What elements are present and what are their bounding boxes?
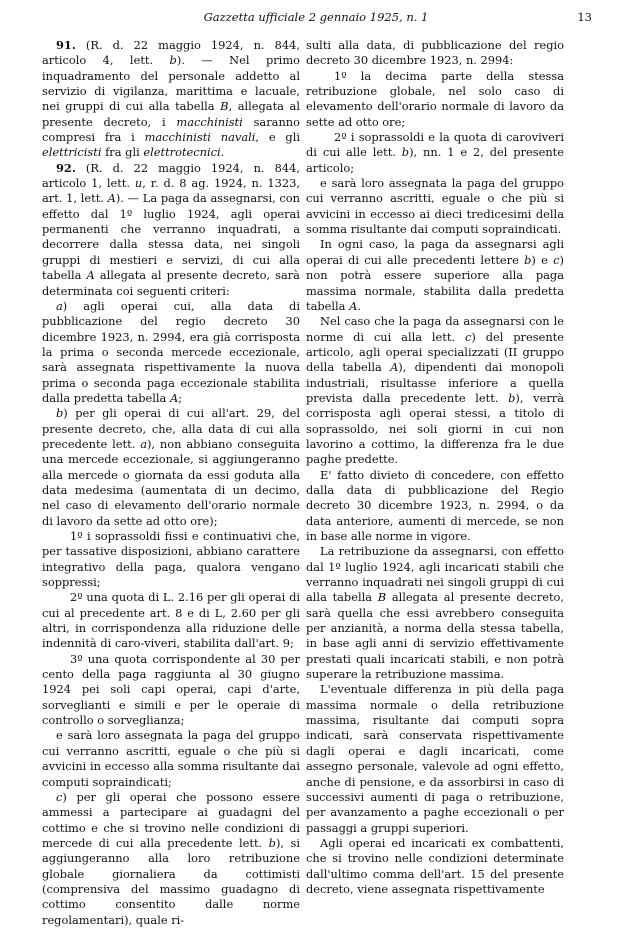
paragraph <box>306 468 564 545</box>
text-run: ) per gli operai di cui all'art. 29, del presente decreto, che, alla data di cui alla precedente lett. <box>42 406 300 451</box>
text-run: 2º una quota di L. 2.16 per gli operai di cui al precedente art. 8 e di L, 2.60 per gli altri, in corrispondenza alla riduzione delle indennità di caro-viveri, stabilita dall'art. 9; <box>42 590 300 651</box>
text-run: ) agli operai cui, alla data di pubblicazione del regio decreto 30 dicembre 1923, n. 2994, era già corrisposta la prima o seconda mercede eccezionale, sarà assegnata rispettivamente la nuova prima o seconda paga eccezionale stabilita dalla predetta tabella <box>42 298 300 405</box>
text-run: ), nn. 1 e 2, del presente articolo; <box>306 145 564 175</box>
text-run: ) per gli operai che possono essere ammessi a partecipare ai guadagni del cottimo e che si trovino nelle condizioni di mercede di cui alla precedente lett. <box>42 789 300 850</box>
text-run: La retribuzione da assegnarsi, con effetto dal 1º luglio 1924, agli incaricati stabili che verranno inquadrati nei singoli gruppi di cui alla tabella <box>306 544 564 605</box>
text-run: ), non abbiano conseguita una mercede eccezionale, si aggiungeranno alla mercede o giornata da essi goduta alla data medesima (aumentata di un decimo, nel caso di elevamento dell'orario normale di lavoro da sette ad otto ore); <box>42 436 300 528</box>
paragraph <box>306 69 564 130</box>
gazette-title: Gazzetta ufficiale 2 gennaio 1925, n. 1 <box>203 10 429 24</box>
italic-text: b <box>508 390 516 405</box>
left-column <box>42 38 300 928</box>
text-run: fra gli <box>101 145 144 160</box>
italic-text: A <box>169 390 179 405</box>
text-run: , e gli <box>255 130 301 145</box>
text-run: allegata al presente decreto, sarà determinata coi seguenti criteri: <box>42 268 300 298</box>
italic-text: c <box>464 329 472 344</box>
text-run: 2º i soprassoldi e la quota di caroviveri di cui alle lett. <box>306 130 564 160</box>
text-run: 3º una quota corrispondente al 30 per cento della paga raggiunta al 30 giugno 1924 pei soli capi operai, capi d'arte, sorveglianti e simili e per le operaie di controllo o sorveglianza; <box>42 651 300 728</box>
text-run: saranno compresi fra i <box>42 114 300 145</box>
paragraph <box>42 406 300 529</box>
paragraph <box>42 652 300 729</box>
text-run: Nel caso che la paga da assegnarsi con le norme di cui alla lett. <box>306 314 564 344</box>
text-run: ), dipendenti dai monopoli industriali, risultasse inferiore a quella prevista dalla precedente lett. <box>306 360 564 405</box>
italic-text: a <box>56 298 63 313</box>
paragraph <box>306 237 564 314</box>
text-run: , allegata al presente decreto, i <box>42 99 300 129</box>
text-run: allegata al presente decreto, sarà quella che essi avrebbero conseguita per anzianità, a norma della stessa tabella, in base agli anni di servizio effettivamente prestati quali incaricati stabili, e non potrà superare la retribuzione massima. <box>306 590 564 682</box>
paragraph <box>306 176 564 237</box>
paragraph <box>306 314 564 467</box>
paragraph <box>42 728 300 789</box>
right-column <box>306 38 564 897</box>
paragraph <box>42 38 300 161</box>
italic-text: b <box>401 145 410 160</box>
text-run: ). — La paga da assegnarsi, con effetto dal 1º luglio 1924, agli operai permanenti che verranno inquadrati, a decorrere dalla stessa data, nei singoli gruppi di mestieri e servizi, di cui alla tabella <box>42 191 300 283</box>
text-run: , r. d. 8 ag. 1924, n. 1323, art. 1, lett. <box>42 176 300 206</box>
article-number: 91. <box>56 38 76 52</box>
italic-text: A <box>107 191 116 206</box>
page-header <box>40 8 592 26</box>
paragraph <box>42 529 300 590</box>
text-run: ) del presente articolo, agli operai specializzati (II gruppo della tabella <box>306 329 564 375</box>
text-run: ) non potrà essere superiore alla paga massima normale, stabilita dalla predetta tabella <box>306 252 564 313</box>
italic-text: macchinisti navali <box>144 130 256 145</box>
paragraph <box>42 790 300 928</box>
italic-text: b <box>56 406 64 421</box>
text-run: (R. d. 22 maggio 1924, n. 844, articolo 4, lett. <box>42 38 300 68</box>
text-run: ). — Nel primo inquadramento del personale addetto al servizio di vigilanza, marittima e lacuale, nei gruppi di cui alla tabella <box>42 53 300 114</box>
paragraph <box>306 544 564 682</box>
text-run: Agli operai ed incaricati ex combattenti, che si trovino nelle condizioni determinate dall'ultimo comma dell'art. 15 del presente decreto, viene assegnata rispettivamente <box>306 835 564 896</box>
italic-text: macchinisti <box>176 114 243 129</box>
italic-text: A <box>86 268 95 283</box>
paragraph <box>306 682 564 835</box>
paragraph <box>42 299 300 406</box>
paragraph <box>42 590 300 651</box>
text-run: L'eventuale differenza in più della paga massima normale o della retribuzione massima, risultante dai computi sopra indicati, sarà conservata rispettivamente dagli operai e dagli incaricati, come assegno personale, valevole ad ogni effetto, anche di pensione, e da assorbirsi in caso di successivi aumenti di paga o retribuzione, per avanzamento a paghe eccezionali o per passaggi a gruppi superiori. <box>306 682 564 835</box>
text-run: E' fatto divieto di concedere, con effetto dalla data di pubblicazione del Regio decreto 30 dicembre 1923, n. 2994, o da data anteriore, aumenti di mercede, se non in base alle norme in vigore. <box>306 467 564 543</box>
text-run: ) e <box>531 252 554 267</box>
text-run: ), verrà corrisposta agli operai stessi, a titolo di soprassoldo, nei soli giorni in cui non lavorino a cottimo, la differenza fra le due paghe predette. <box>306 390 565 467</box>
italic-text: elettricisti <box>42 145 102 160</box>
italic-text: b <box>169 53 177 68</box>
text-run: (R. d. 22 maggio 1924, n. 844, articolo 1, lett. <box>42 160 300 191</box>
text-run: ; <box>178 390 183 405</box>
italic-text: c <box>56 789 63 804</box>
text-run: 1º i soprassoldi fissi e continuativi che, per tassative disposizioni, abbiano carattere integrativo della paga, qualora vengano soppressi; <box>42 529 300 590</box>
italic-text: u <box>134 176 143 191</box>
text-run: e sarà loro assegnata la paga del gruppo cui verranno ascritti, eguale o che più si avvicini in eccesso ai dieci tredicesimi della somma risultante dai computi sopraindicati. <box>306 176 564 237</box>
italic-text: B <box>377 590 387 605</box>
paragraph <box>42 161 300 299</box>
italic-text: B <box>220 99 229 114</box>
text-run: ), si aggiungeranno alla loro retribuzione globale giornaliera da cottimisti (comprensiva del massimo guadagno di cottimo consentito dalle norme regolamentari), quale ri- <box>42 835 300 927</box>
italic-text: b <box>268 835 276 850</box>
text-run: 1º la decima parte della stessa retribuzione globale, nel solo caso di elevamento dell'orario normale di lavoro da sette ad otto ore; <box>306 68 564 129</box>
text-run: sulti alla data, di pubblicazione del regio decreto 30 dicembre 1923, n. 2994: <box>306 38 564 68</box>
italic-text: b <box>524 252 532 267</box>
italic-text: a <box>140 436 147 451</box>
text-run: . <box>357 298 361 313</box>
text-run: In ogni caso, la paga da assegnarsi agli operai di cui alle precedenti lettere <box>306 237 564 267</box>
italic-text: A <box>390 360 399 375</box>
paragraph <box>306 130 564 176</box>
italic-text: A <box>349 298 358 313</box>
article-number: 92. <box>56 160 76 175</box>
paragraph <box>306 38 564 69</box>
italic-text: c <box>553 252 560 267</box>
italic-text: elettrotecnici <box>143 145 221 160</box>
text-run: e sarà loro assegnata la paga del gruppo cui verranno ascritti, eguale o che più si avvicini in eccesso alla somma risultante dai computi sopraindicati; <box>42 728 300 789</box>
page-number: 13 <box>577 10 592 24</box>
text-run: . <box>220 145 225 160</box>
paragraph <box>306 836 564 897</box>
